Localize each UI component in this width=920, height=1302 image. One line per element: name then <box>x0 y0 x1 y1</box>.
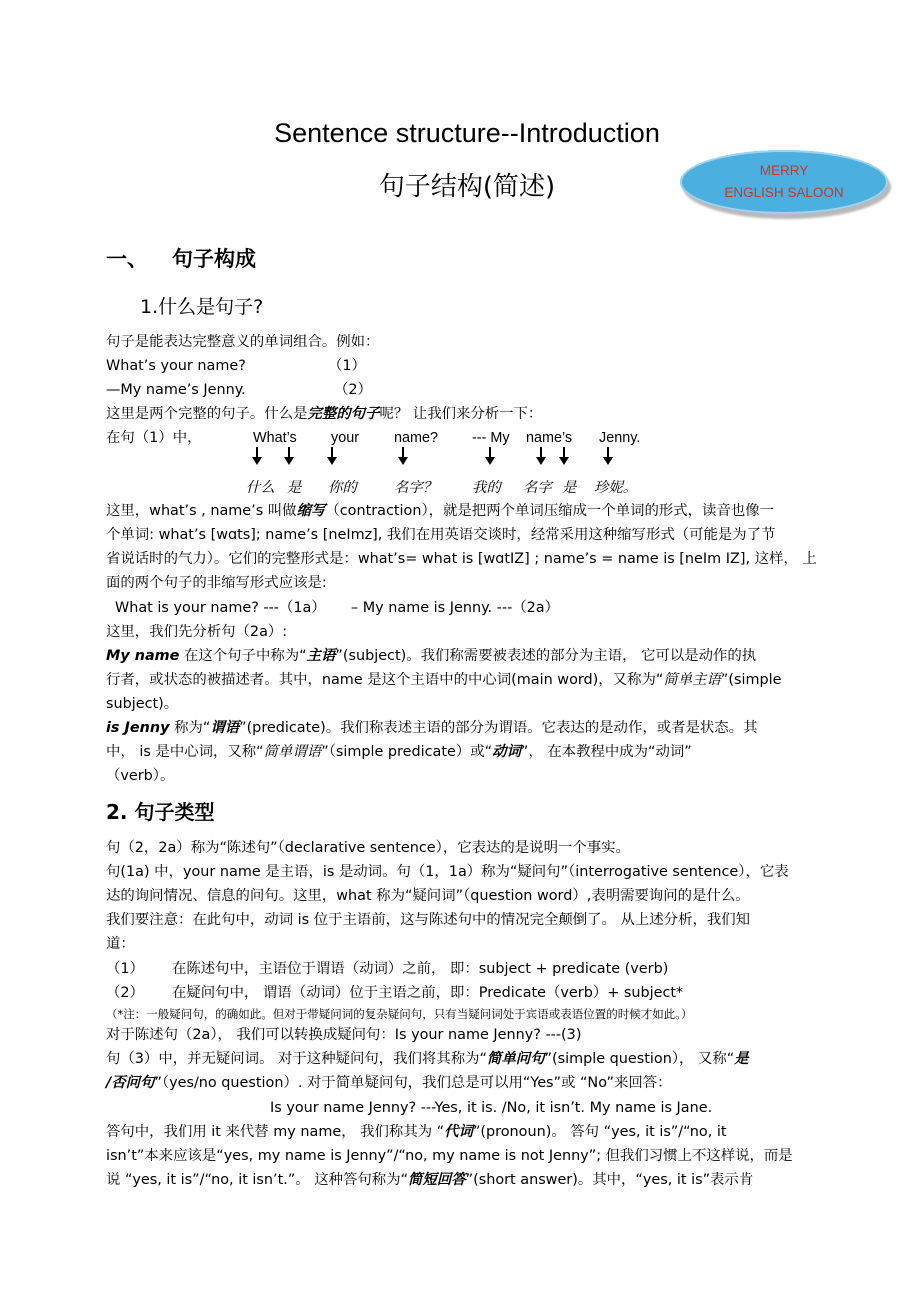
italic-term: 简单谓语 <box>263 744 322 760</box>
italic-term: 简单主语 <box>663 672 721 688</box>
word-names: name’s <box>526 430 573 446</box>
paragraph-pronoun-1 <box>106 1120 727 1144</box>
section-heading-2: 2. 句子类型 <box>106 800 215 824</box>
down-arrow-icon <box>252 447 262 465</box>
text-run: ”(predicate)。我们称表述主语的部分为谓语。它表达的是动作，或者是状态。其 <box>239 720 758 736</box>
paragraph-pronoun-2: isn’t”本来应该是“yes, my name is Jenny”/“no, my name is not Jenny”; 但我们习惯上不这样说，而是 <box>106 1148 793 1164</box>
emphasis-term: is Jenny <box>106 720 170 736</box>
paragraph-subject-3: subject)。 <box>106 696 179 712</box>
rule-1 <box>106 957 668 981</box>
paragraph-simple-question-1 <box>106 1047 749 1071</box>
emphasis-term: 代词 <box>444 1124 473 1140</box>
merry-english-saloon-badge <box>680 150 888 214</box>
emphasis-term: 是 <box>734 1051 749 1067</box>
gloss-shi-2: 是 <box>562 480 577 496</box>
text-run: ”（simple predicate）或“ <box>321 744 493 760</box>
paragraph-interrogative-4: 道： <box>106 936 135 952</box>
section-title: 句子构成 <box>172 247 256 271</box>
example-1 <box>106 354 366 378</box>
text-run: 呢？ 让我们来分析一下： <box>379 406 543 422</box>
word-whats: What’s <box>253 430 297 446</box>
example-2 <box>106 378 372 402</box>
rule-text: 在疑问句中， 谓语（动词）位于主语之前，即：Predicate（verb）+ subject* <box>172 985 684 1001</box>
gloss-shi: 是 <box>287 480 302 496</box>
paragraph-pronoun-3 <box>106 1168 753 1192</box>
down-arrow-icon <box>485 447 495 465</box>
text-run: 中， is 是中心词，又称“ <box>106 744 264 760</box>
paragraph-subject-1 <box>106 644 756 668</box>
paragraph-definition: 句子是能表达完整意义的单词组合。例如： <box>106 334 380 350</box>
paragraph-interrogative-3: 我们要注意：在此句中，动词 is 位于主语前，这与陈述句中的情况完全颠倒了。 从上述分析，我们知 <box>106 912 751 928</box>
rule-number: （2） <box>106 985 144 1001</box>
emphasis-term: 完整的句子 <box>307 406 380 422</box>
paragraph-declarative: 句（2，2a）称为“陈述句”（declarative sentence），它表达的是说明一个事实。 <box>106 840 630 856</box>
text-run: ”(simple question）， 又称“ <box>544 1051 735 1067</box>
title-chinese: 句子结构(简述) <box>378 172 556 202</box>
text-run: ”(subject)。我们称需要被表述的部分为主语， 它可以是动作的执 <box>335 648 757 664</box>
word-name: name? <box>394 430 439 446</box>
paragraph-analyze: 这里，我们先分析句（2a）: <box>106 624 288 640</box>
gloss-nide: 你的 <box>328 480 357 496</box>
emphasis-term: My name <box>106 648 180 664</box>
text-run: 这里，what’s , name’s 叫做 <box>106 503 297 519</box>
down-arrow-icon <box>603 447 613 465</box>
text-run: ”(simple <box>720 672 782 688</box>
down-arrow-icon <box>398 447 408 465</box>
text-run: ”(short answer)。其中，“yes, it is”表示肯 <box>465 1172 754 1188</box>
section-heading-1 <box>106 243 256 273</box>
analysis-label: 在句（1）中， <box>106 430 202 446</box>
badge-line-2: ENGLISH SALOON <box>724 185 844 200</box>
gloss-zhenni: 珍妮。 <box>594 480 638 496</box>
paragraph-contraction-3: 省说话时的气力）。它们的完整形式是：what’s= what is [wɑtIZ] ; name’s = name is [neIm IZ], 这样， 上 <box>106 551 817 567</box>
emphasis-term: 缩写 <box>296 503 326 519</box>
text-run: 说 “yes, it is”/“no, it isn’t.”。 这种答句称为“ <box>106 1172 409 1188</box>
rule-number: （1） <box>106 961 144 977</box>
emphasis-term: 动词 <box>492 744 521 760</box>
paragraph-contraction-2: 个单词: what’s [wɑts]; name’s [neImz], 我们在用英语交谈时，经常采用这种缩写形式（可能是为了节 <box>106 527 776 543</box>
paragraph-interrogative-1: 句(1a) 中，your name 是主语，is 是动词。句（1，1a）称为“疑问句”（interrogative sentence），它表 <box>106 864 789 880</box>
paragraph-complete-sentence <box>106 402 542 426</box>
subsection-heading-1: 1.什么是句子? <box>140 296 264 318</box>
down-arrow-icon <box>327 447 337 465</box>
example-text: —My name’s Jenny. <box>106 382 246 398</box>
gloss-mingzi-2: 名字 <box>523 480 552 496</box>
paragraph-contraction-1 <box>106 499 774 523</box>
text-run: 答句中，我们用 it 来代替 my name， 我们称其为 “ <box>106 1124 445 1140</box>
text-run: 行者，或状态的被描述者。其中，name 是这个主语中的中心词(main word)，又称为“ <box>106 672 664 688</box>
emphasis-term: 谓语 <box>210 720 240 736</box>
paragraph-contraction-4: 面的两个句子的非缩写形式应该是: <box>106 575 327 591</box>
text-run: ”（yes/no question）. 对于简单疑问句，我们总是可以用“Yes”或 “No”来回答： <box>154 1075 672 1091</box>
text-run: ”(pronoun)。 答句 “yes, it is”/“no, it <box>472 1124 727 1140</box>
down-arrow-icon <box>559 447 569 465</box>
example-number: （1） <box>328 358 366 374</box>
example-number: （2） <box>334 382 372 398</box>
text-run: 句（3）中，并无疑问词。 对于这种疑问句，我们将其称为“ <box>106 1051 487 1067</box>
paragraph-predicate-1 <box>106 716 757 740</box>
emphasis-term: 简单问句 <box>486 1051 545 1067</box>
gloss-shenme: 什么 <box>246 480 275 496</box>
paragraph-predicate-3: （verb）。 <box>106 768 175 784</box>
answer-example: Is your name Jenny? ---Yes, it is. /No, it isn’t. My name is Jane. <box>270 1100 713 1116</box>
full-form-b: – My name is Jenny. ---（2a） <box>351 600 560 616</box>
gloss-mingzi: 名字？ <box>394 480 438 496</box>
full-form-a: What is your name? ---（1a） <box>115 600 326 616</box>
title-english: Sentence structure--Introduction <box>274 118 660 148</box>
badge-line-1: MERRY <box>759 163 809 178</box>
example-text: What’s your name? <box>106 358 246 374</box>
rule-text: 在陈述句中，主语位于谓语（动词）之前， 即：subject + predicate (verb) <box>172 961 669 977</box>
text-run: ”， 在本教程中成为“动词” <box>520 744 692 760</box>
paragraph-subject-2 <box>106 668 781 692</box>
text-run: （contraction），就是把两个单词压缩成一个单词的形式，读音也像一 <box>325 503 775 519</box>
paragraph-predicate-2 <box>106 740 692 764</box>
section-number: 一、 <box>106 247 148 271</box>
emphasis-term: 简短回答 <box>408 1172 466 1188</box>
emphasis-term: 主语 <box>306 648 336 664</box>
down-arrow-icon <box>284 447 294 465</box>
text-run: 这里是两个完整的句子。什么是 <box>106 406 308 422</box>
word-your: your <box>331 430 359 446</box>
down-arrow-icon <box>536 447 546 465</box>
text-run: 称为“ <box>169 720 211 736</box>
gloss-wode: 我的 <box>472 480 501 496</box>
emphasis-term: /否问句 <box>106 1075 155 1091</box>
paragraph-convert: 对于陈述句（2a）， 我们可以转换成疑问句：Is your name Jenny? ---(3) <box>106 1027 582 1043</box>
paragraph-interrogative-2: 达的询问情况、信息的问句。这里，what 称为“疑问词”（question word）,表明需要询问的是什么。 <box>106 888 750 904</box>
word-jenny: Jenny. <box>599 430 641 446</box>
full-forms <box>115 596 559 620</box>
footnote: （*注：一般疑问句，的确如此。但对于带疑问词的复杂疑问句，只有当疑问词处于宾语或表语位置的时候才如此。） <box>106 1007 693 1021</box>
text-run: 在这个句子中称为“ <box>179 648 307 664</box>
paragraph-simple-question-2 <box>106 1071 672 1095</box>
word-my: --- My <box>472 430 510 446</box>
